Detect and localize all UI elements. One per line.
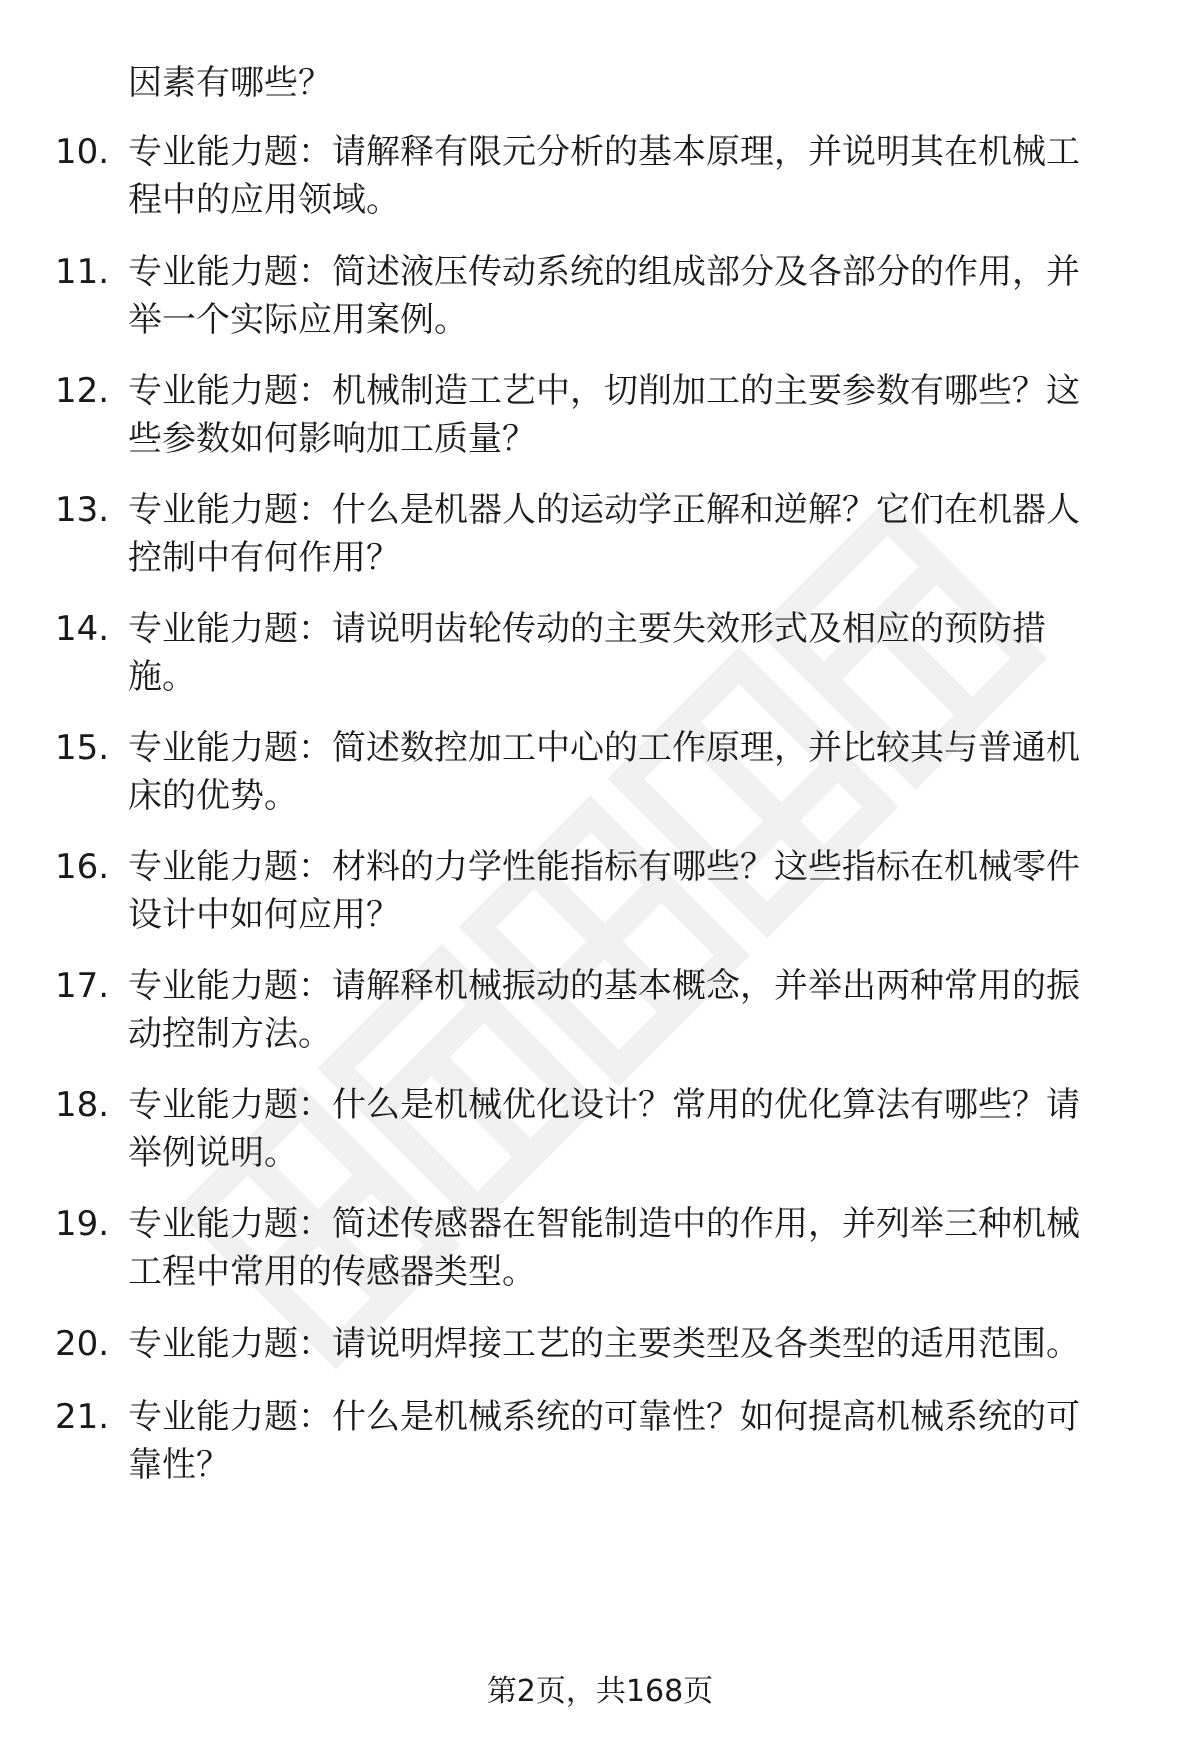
item-number: 14. (55, 609, 110, 649)
item-text: 专业能力题：材料的力学性能指标有哪些？这些指标在机械零件 设计中如何应用？ (128, 847, 1080, 935)
item-text: 专业能力题：简述数控加工中心的工作原理，并比较其与普通机 床的优势。 (128, 728, 1080, 816)
page-footer: 第2页，共168页 (486, 1674, 714, 1709)
item-text: 专业能力题：请说明焊接工艺的主要类型及各类型的适用范围。 (128, 1324, 1080, 1364)
item-number: 15. (55, 728, 110, 768)
item-number: 21. (55, 1397, 110, 1437)
item-text: 专业能力题：简述液压传动系统的组成部分及各部分的作用，并 举一个实际应用案例。 (128, 252, 1080, 340)
item-number: 19. (55, 1204, 110, 1244)
item-number: 18. (55, 1085, 110, 1125)
continuation-text: 因素有哪些？ (128, 63, 332, 103)
item-text: 专业能力题：机械制造工艺中，切削加工的主要参数有哪些？这 些参数如何影响加工质量？ (128, 371, 1080, 459)
item-number: 12. (55, 371, 110, 411)
item-number: 20. (55, 1324, 110, 1364)
item-text: 专业能力题：请解释有限元分析的基本原理，并说明其在机械工 程中的应用领域。 (128, 132, 1080, 220)
item-number: 10. (55, 132, 110, 172)
item-number: 16. (55, 847, 110, 887)
item-text: 专业能力题：什么是机械系统的可靠性？如何提高机械系统的可 靠性？ (128, 1397, 1080, 1485)
item-text: 专业能力题：什么是机器人的运动学正解和逆解？它们在机器人 控制中有何作用？ (128, 490, 1080, 578)
item-text: 专业能力题：什么是机械优化设计？常用的优化算法有哪些？请 举例说明。 (128, 1085, 1080, 1173)
item-number: 13. (55, 490, 110, 530)
item-number: 17. (55, 966, 110, 1006)
item-text: 专业能力题：简述传感器在智能制造中的作用，并列举三种机械 工程中常用的传感器类型。 (128, 1204, 1080, 1292)
item-text: 专业能力题：请解释机械振动的基本概念，并举出两种常用的振 动控制方法。 (128, 966, 1080, 1054)
item-number: 11. (55, 252, 110, 292)
item-text: 专业能力题：请说明齿轮传动的主要失效形式及相应的预防措 施。 (128, 609, 1046, 697)
